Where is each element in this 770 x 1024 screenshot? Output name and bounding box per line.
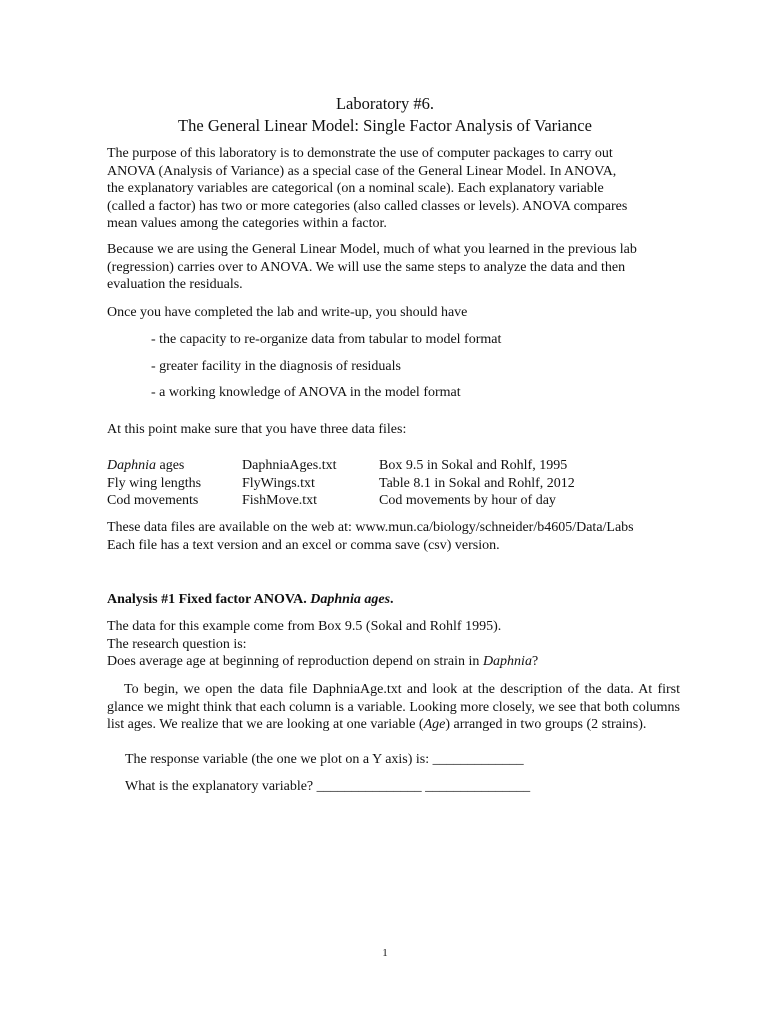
- file-source: Table 8.1 in Sokal and Rohlf, 2012: [379, 475, 575, 491]
- files-intro: At this point make sure that you have three data files:: [107, 422, 407, 437]
- research-line: The data for this example come from Box 9.5 (Sokal and Rohlf 1995).: [107, 619, 502, 634]
- research-line: The research question is:: [107, 636, 247, 652]
- glm-line: Because we are using the General Linear Model, much of what you learned in the previous lab: [107, 242, 637, 257]
- glm-line: (regression) carries over to ANOVA. We will use the same steps to analyze the data and then: [107, 259, 626, 275]
- intro-line: The purpose of this laboratory is to demonstrate the use of computer packages to carry out: [107, 146, 613, 161]
- explanatory-variable-question: What is the explanatory variable? _______________ _______________: [125, 779, 531, 794]
- intro-paragraph: [107, 145, 680, 233]
- availability-line: These data files are available on the web at: www.mun.ca/biology/schneider/b4605/Data/Labs: [107, 520, 634, 535]
- lab-title: Laboratory #6.: [335, 94, 435, 113]
- file-source: Cod movements by hour of day: [379, 493, 556, 509]
- outcome-item: - a working knowledge of ANOVA in the model format: [151, 385, 461, 400]
- availability-line: Each file has a text version and an excel or comma save (csv) version.: [107, 537, 500, 553]
- glm-paragraph: [107, 241, 680, 294]
- intro-line: mean values among the categories within a factor.: [107, 216, 387, 232]
- analysis-heading: Analysis #1 Fixed factor ANOVA. Daphnia ages.: [107, 592, 394, 607]
- file-name: DaphniaAges.txt: [242, 458, 337, 473]
- file-description: Daphnia ages: [107, 458, 185, 473]
- file-description: Cod movements: [107, 493, 199, 509]
- outcome-item: - the capacity to re-organize data from tabular to model format: [151, 332, 502, 347]
- research-paragraph: [107, 618, 680, 671]
- outcome-item: - greater facility in the diagnosis of residuals: [151, 359, 401, 374]
- procedure-paragraph: To begin, we open the data file DaphniaAge.txt and look at the description of the data. At first glance we might think that each column is a variable. Looking more closely, we see that both columns list ages. We realize that we are looking at one variable (Age) arranged in two groups (2 strains).: [107, 682, 680, 733]
- page-number: 1: [382, 947, 388, 959]
- file-description: Fly wing lengths: [107, 475, 202, 491]
- response-variable-question: The response variable (the one we plot on a Y axis) is: _____________: [125, 752, 524, 767]
- intro-line: (called a factor) has two or more categories (also called classes or levels). ANOVA compares: [107, 198, 628, 214]
- intro-line: ANOVA (Analysis of Variance) as a special case of the General Linear Model. In ANOVA,: [107, 163, 617, 179]
- intro-line: the explanatory variables are categorical (on a nominal scale). Each explanatory variable: [107, 181, 604, 197]
- file-name: FlyWings.txt: [242, 475, 315, 491]
- research-question: Does average age at beginning of reproduction depend on strain in Daphnia?: [107, 654, 539, 670]
- file-name: FishMove.txt: [242, 493, 318, 509]
- lab-subtitle: The General Linear Model: Single Factor Analysis of Variance: [178, 116, 592, 135]
- file-source: Box 9.5 in Sokal and Rohlf, 1995: [379, 458, 568, 473]
- availability-paragraph: [107, 519, 680, 554]
- outcomes-intro: Once you have completed the lab and write-up, you should have: [107, 305, 468, 320]
- glm-line: evaluation the residuals.: [107, 277, 243, 293]
